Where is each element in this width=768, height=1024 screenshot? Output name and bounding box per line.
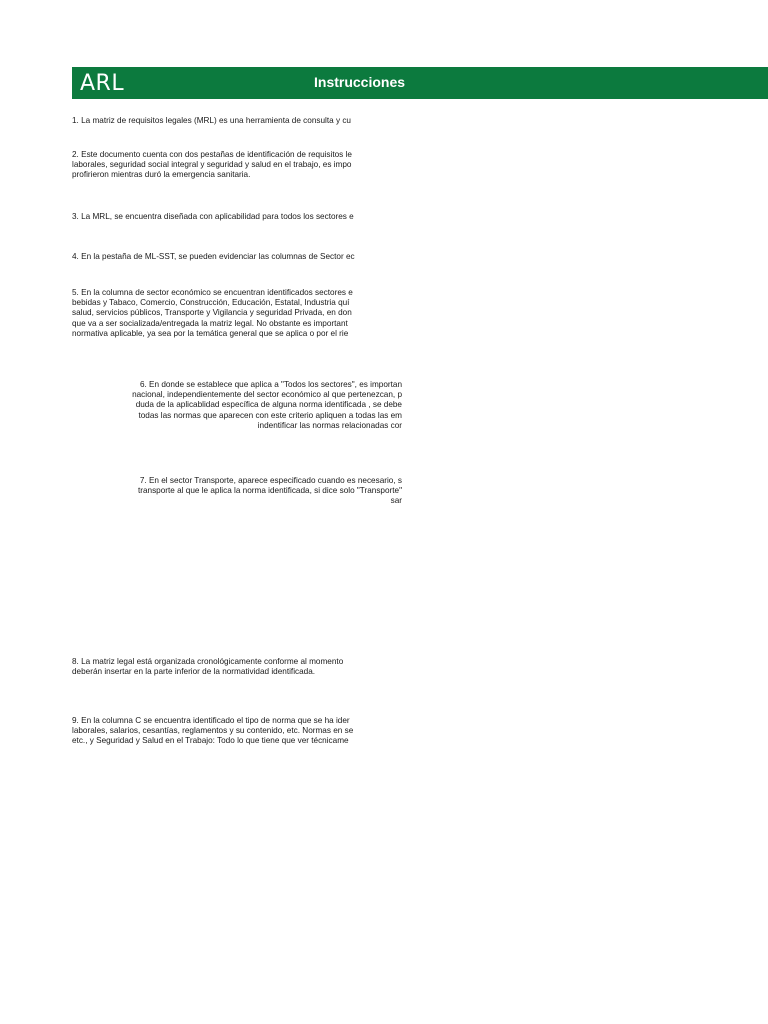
- page-title: Instrucciones: [314, 74, 406, 90]
- paragraph-5: [72, 288, 402, 339]
- text-line: laborales, salarios, cesantías, reglamentos y su contenido, etc. Normas en se: [72, 726, 354, 736]
- text-line: sar: [390, 496, 402, 506]
- text-line: indentificar las normas relacionadas cor: [257, 420, 402, 430]
- text-line: 6. En donde se establece que aplica a "Todos los sectores", es importan: [139, 380, 402, 389]
- text-line: 1. La matriz de requisitos legales (MRL) es una herramienta de consulta y cu: [72, 116, 351, 125]
- paragraph-6: [72, 380, 402, 431]
- text-line: todas las normas que aparecen con este criterio apliquen a todas las em: [138, 410, 402, 420]
- text-line: 2. Este documento cuenta con dos pestañas de identificación de requisitos le: [72, 150, 352, 159]
- text-line: 8. La matriz legal está organizada cronológicamente conforme al momento: [72, 657, 344, 666]
- arl-logo: ARL: [80, 71, 125, 96]
- text-line: profirieron mientras duró la emergencia sanitaria.: [72, 170, 251, 180]
- paragraph-8: [72, 657, 402, 677]
- paragraph-9: [72, 716, 402, 747]
- text-line: duda de la aplicablidad específica de alguna norma identificada , se debe: [135, 400, 402, 410]
- text-line: 9. En la columna C se encuentra identificado el tipo de norma que se ha ider: [72, 716, 350, 725]
- text-line: 4. En la pestaña de ML-SST, se pueden evidenciar las columnas de Sector ec: [72, 252, 355, 261]
- text-line: nacional, independientemente del sector económico al que pertenezcan, p: [132, 390, 402, 400]
- paragraph-7: [72, 476, 402, 507]
- header-banner: [72, 67, 768, 99]
- text-line: 7. En el sector Transporte, aparece especificado cuando es necesario, s: [139, 476, 402, 485]
- text-line: laborales, seguridad social integral y seguridad y salud en el trabajo, es impo: [72, 160, 352, 170]
- text-line: salud, servicios públicos, Transporte y Vigilancia y seguridad Privada, en don: [72, 308, 352, 318]
- text-line: etc., y Seguridad y Salud en el Trabajo: Todo lo que tiene que ver técnicame: [72, 736, 349, 746]
- paragraph-2: [72, 150, 402, 181]
- paragraph-1: [72, 116, 402, 126]
- text-line: normativa aplicable, ya sea por la temática general que se aplica o por el rie: [72, 328, 349, 338]
- paragraph-4: [72, 252, 402, 262]
- text-line: que va a ser socializada/entregada la matriz legal. No obstante es important: [72, 318, 348, 328]
- paragraph-3: [72, 212, 402, 222]
- text-line: bebidas y Tabaco, Comercio, Construcción, Educación, Estatal, Industria quí: [72, 298, 350, 308]
- text-line: 5. En la columna de sector económico se encuentran identificados sectores e: [72, 288, 353, 297]
- text-line: 3. La MRL, se encuentra diseñada con aplicabilidad para todos los sectores e: [72, 212, 354, 221]
- text-line: transporte al que le aplica la norma identificada, si dice solo "Transporte": [137, 486, 402, 496]
- text-line: deberán insertar en la parte inferior de la normatividad identificada.: [72, 667, 316, 677]
